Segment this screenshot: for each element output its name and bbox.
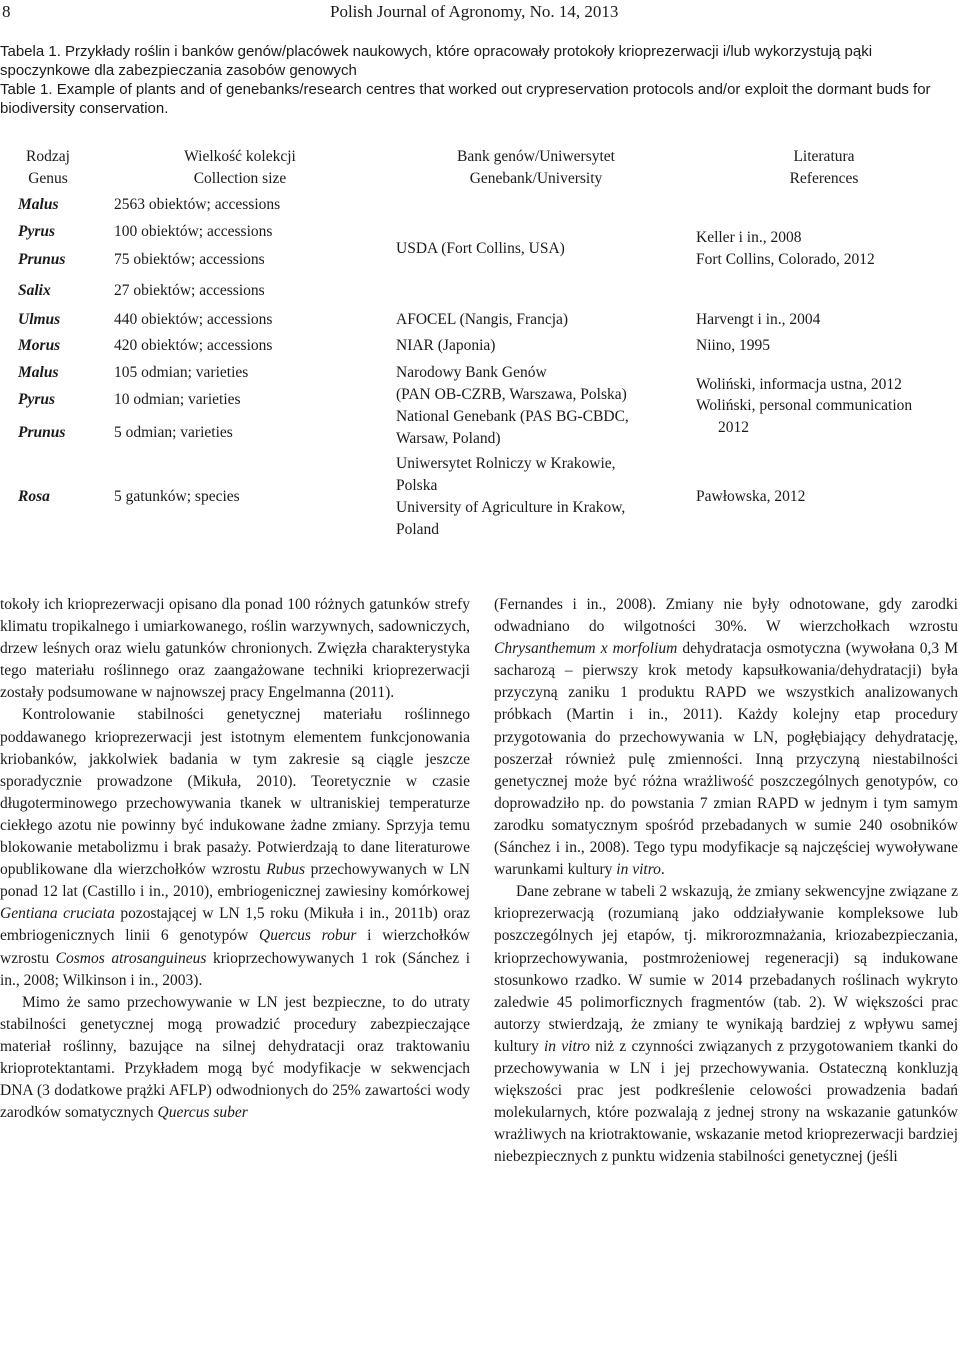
- header-size-pl: Wielkość kolekcji: [184, 148, 296, 165]
- literature-cell: Fort Collins, Colorado, 2012: [696, 251, 875, 268]
- paragraph: [494, 594, 958, 881]
- species-name: Gentiana cruciata: [0, 905, 115, 923]
- species-name: Quercus robur: [259, 927, 357, 945]
- bank-cell-line: (PAN OB-CZRB, Warszawa, Polska): [396, 386, 627, 403]
- text-run: krioprzechowywanych 1 rok (Sánchez i in., 2008; Wilkinson i in., 2003).: [0, 949, 471, 989]
- size-cell: 5 gatunków; species: [114, 488, 240, 505]
- body-column-left: [0, 594, 470, 1124]
- header-genus-pl: Rodzaj: [26, 148, 70, 165]
- paragraph: [494, 881, 958, 1168]
- literature-cell-line: Woliński, informacja ustna, 2012: [696, 376, 902, 393]
- genus-cell: Morus: [18, 337, 61, 354]
- bank-cell: AFOCEL (Nangis, Francja): [396, 311, 569, 328]
- body-column-right: [494, 594, 958, 1168]
- header-size-en: Collection size: [193, 170, 287, 187]
- size-cell: 75 obiektów; accessions: [114, 251, 265, 268]
- plants-genebanks-table: [0, 0, 960, 560]
- genus-cell: Prunus: [18, 424, 66, 441]
- genus-cell: Ulmus: [18, 311, 61, 328]
- size-cell: 27 obiektów; accessions: [114, 282, 265, 299]
- bank-cell: NIAR (Japonia): [396, 337, 496, 354]
- genus-cell: Salix: [18, 282, 51, 299]
- caption-english: Table 1. Example of plants and of genebanks/research centres that worked out crypreservation protocols and/or exploit the dormant buds for biodiversity conservation.: [0, 81, 931, 117]
- journal-title: Polish Journal of Agronomy, No. 14, 2013: [330, 2, 619, 21]
- page-number: 8: [2, 2, 11, 21]
- size-cell: 10 odmian; varieties: [114, 391, 241, 408]
- bank-cell-line: National Genebank (PAS BG-CBDC,: [396, 408, 629, 425]
- genus-cell: Malus: [18, 196, 59, 213]
- text-run: .: [660, 861, 665, 879]
- text-run: pozostającej w LN 1,5 roku (Mikuła i in., 2011b) oraz embriogenicznych linii 6 genotypów: [0, 905, 470, 945]
- italic-term: in vitro: [544, 1037, 590, 1055]
- size-cell: 420 obiektów; accessions: [114, 337, 273, 354]
- literature-cell: Niino, 1995: [696, 337, 771, 354]
- species-name: Cosmos atrosanguineus: [55, 949, 207, 967]
- species-name: Rubus: [266, 861, 305, 879]
- genus-cell: Pyrus: [18, 223, 56, 240]
- literature-cell-line: 2012: [718, 419, 749, 436]
- bank-cell-line: Poland: [396, 521, 440, 538]
- text-run: dehydratacja osmotyczna (wywołana 0,3 M sacharozą – pierwszy krok metody kapsułkowania/dehydratacji) była przyczyną zaniku 1 produktu RAPD we wszystkich analizowanych próbkach (Martin i in., 2011). Każdy kolejny etap procedury przygotowania do przechowywania w LN, pogłębiający dehydratację, poszerzał również pulę zmienności. Inną przyczyną niestabilności genetycznej może być różna wrażliwość poszczególnych genotypów, co doprowadziło np. do powstania 7 zmian RAPD w jednym i tym samym zarodku somatycznym spośród przebadanych w sumie 240 osobników (Sánchez i in., 2008). Tego typu modyfikacje są najczęściej wywoływane warunkami kultury: [494, 640, 959, 879]
- header-genus-en: Genus: [28, 170, 68, 187]
- bank-cell-line: Narodowy Bank Genów: [396, 364, 547, 381]
- bank-cell-line: University of Agriculture in Krakow,: [396, 499, 626, 516]
- genus-cell: Prunus: [18, 251, 66, 268]
- header-bank-pl: Bank genów/Uniwersytet: [457, 148, 615, 165]
- size-cell: 2563 obiektów; accessions: [114, 196, 281, 213]
- genus-cell: Rosa: [18, 488, 50, 505]
- header-genus: [8, 146, 88, 190]
- literature-cell: Keller i in., 2008: [696, 229, 802, 246]
- species-name: Quercus suber: [157, 1104, 248, 1122]
- bank-cell: USDA (Fort Collins, USA): [396, 240, 565, 257]
- text-run: Dane zebrane w tabeli 2 wskazują, że zmiany sekwencyjne związane z krioprezerwacją (rozumianą jako oddziaływanie kompleksowe lub poszczególnych jej etapów, tj. mikrorozmnażania, kriozabezpieczania, krioprzechowywania, postmrożeniowej regeneracji) są indukowane stosunkowo rzadko. W sumie w 2014 przebadanych roślinach wykryto zaledwie 45 polimorficznych fragmentów (tab. 2). W większości prac autorzy stwierdzają, że zmiany te wynikają bardziej z wpływu samej kultury: [494, 883, 958, 1055]
- header-literature: [764, 146, 884, 190]
- header-lit-en: References: [789, 170, 859, 187]
- bank-cell-line: Uniwersytet Rolniczy w Krakowie,: [396, 455, 616, 472]
- size-cell: 100 obiektów; accessions: [114, 223, 273, 240]
- header-size: [160, 146, 320, 190]
- bank-cell-line: Polska: [396, 477, 438, 494]
- text-run: niż z czynności związanych z przygotowaniem tkanki do przechowywania w LN i jej przechowywania. Ostateczną konkluzją większości prac jest podkreślenie celowości prowadzenia badań molekularnych, które pozwalają z jednej strony na wskazanie gatunków wrażliwych na kriotraktowanie, wskazanie metod krioprezerwacji bardziej niebezpiecznych z punktu widzenia stabilności genetycznej (jeśli: [494, 1037, 958, 1166]
- species-name: Chrysanthemum x morfolium: [494, 640, 678, 658]
- text-run: Mimo że samo przechowywanie w LN jest bezpieczne, to do utraty stabilności genetycznej mogą prowadzić procedury zabezpieczające materiał roślinny, bazujące na silnej dehydratacji oraz traktowaniu krioprotektantami. Przykładem mogą być modyfikacje w sekwencjach DNA (3 dodatkowe prążki AFLP) odwodnionych do 25% zawartości wody zarodków somatycznych: [0, 993, 470, 1122]
- literature-cell-line: Woliński, personal communication: [696, 397, 913, 414]
- paragraph: [0, 992, 470, 1125]
- text-run: Kontrolowanie stabilności genetycznej materiału roślinnego poddawanego krioprezerwacji jest istotnym elementem funkcjonowania kriobanków, jakkolwiek badania w tym zakresie są ciągle jeszcze sporadycznie prowadzone (Mikuła, 2010). Teoretycznie w czasie długoterminowego przechowywania tkanek w ultraniskiej temperaturze ciekłego azotu nie powinny być indukowane żadne zmiany. Sprzyja temu blokowanie metabolizmu i brak pasaży. Potwierdzają to dane literaturowe opublikowane dla wierzchołków wzrostu: [0, 706, 470, 879]
- header-bank: [436, 146, 636, 190]
- size-cell: 5 odmian; varieties: [114, 424, 233, 441]
- literature-cell: Pawłowska, 2012: [696, 488, 806, 505]
- caption-polish: Tabela 1. Przykłady roślin i banków genów/placówek naukowych, które opracowały protokoły krioprezerwacji i/lub wykorzystują pąki spoczynkowe dla zabezpieczania zasobów genowych: [0, 43, 873, 79]
- size-cell: 105 odmian; varieties: [114, 364, 249, 381]
- literature-cell: Harvengt i in., 2004: [696, 311, 821, 328]
- text-run: i wierzchołków wzrostu: [0, 927, 471, 967]
- header-bank-en: Genebank/University: [469, 170, 603, 187]
- genus-cell: Malus: [18, 364, 59, 381]
- text-run: (Fernandes i in., 2008). Zmiany nie były odnotowane, gdy zarodki odwadniano do wilgotności 30%. W wierzchołkach wzrostu: [494, 596, 958, 636]
- text-run: przechowywanych w LN ponad 12 lat (Castillo i in., 2010), embriogenicznej zawiesiny komórkowej: [0, 861, 470, 901]
- size-cell: 440 obiektów; accessions: [114, 311, 273, 328]
- bank-cell-line: Warsaw, Poland): [396, 430, 501, 447]
- paragraph: [0, 704, 470, 991]
- header-lit-pl: Literatura: [793, 148, 855, 165]
- paragraph: tokoły ich krioprezerwacji opisano dla ponad 100 różnych gatunków strefy klimatu tropikalnego i umiarkowanego, roślin warzywnych, sadowniczych, drzew leśnych oraz wielu gatunków chronionych. Zwięzła charakterystyka tego materiału roślinnego oraz zaangażowane techniki krioprezerwacji zostały podsumowane w najnowszej pracy Engelmanna (2011).: [0, 596, 470, 702]
- italic-term: in vitro: [616, 861, 661, 879]
- genus-cell: Pyrus: [18, 391, 56, 408]
